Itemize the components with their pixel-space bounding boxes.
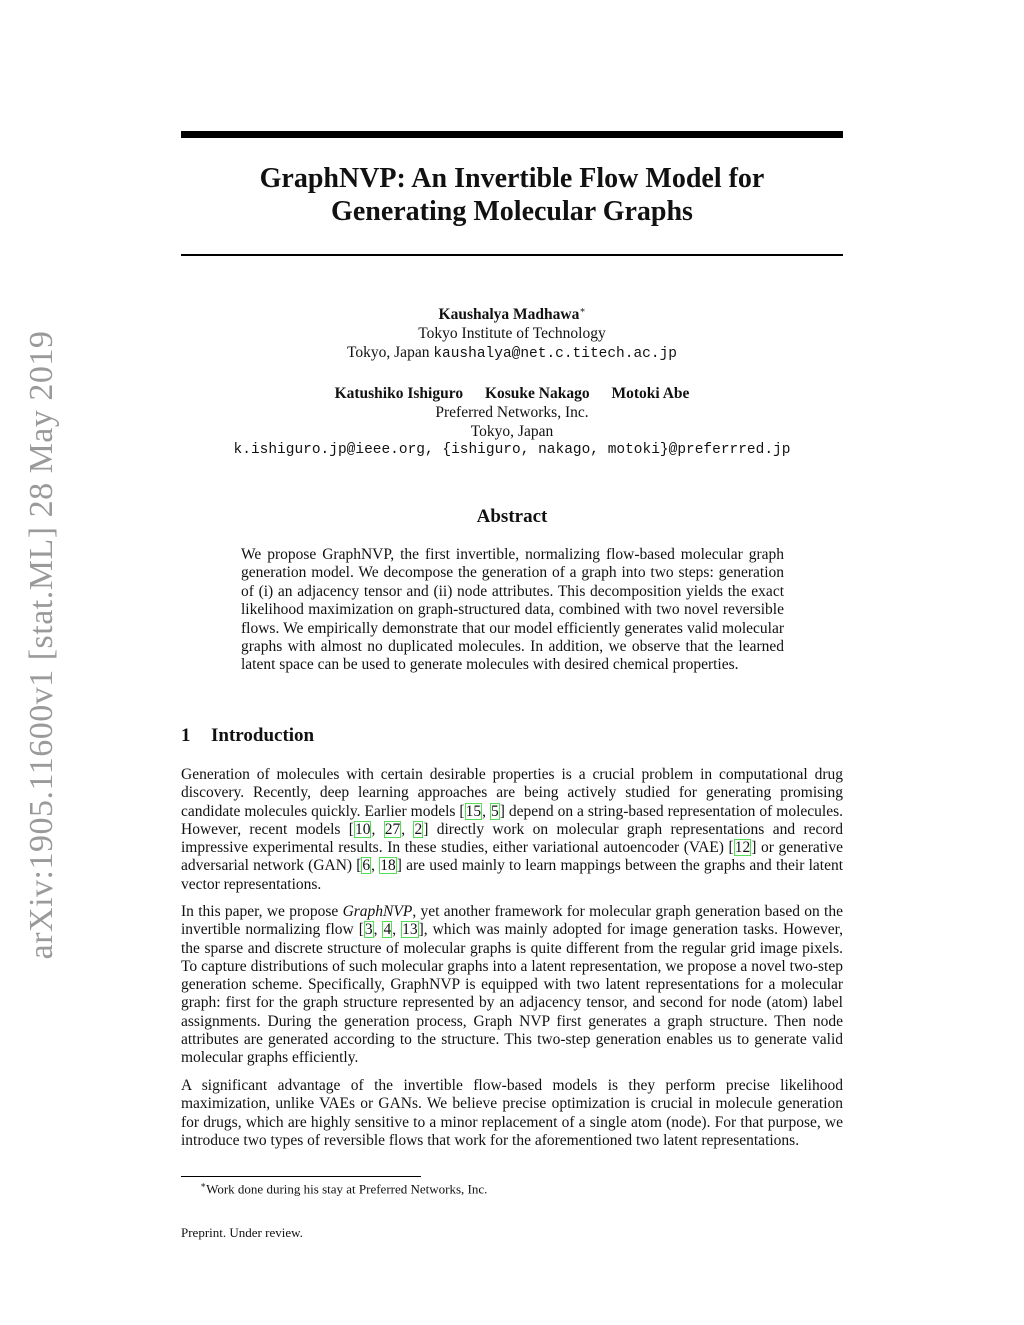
author-names-row <box>181 384 843 403</box>
preprint-notice: Preprint. Under review. <box>181 1225 303 1240</box>
abstract-heading: Abstract <box>476 506 548 527</box>
group-location: Tokyo, Japan <box>470 423 554 440</box>
author-affiliation: Tokyo Institute of Technology <box>418 325 606 343</box>
author-block-group <box>181 384 843 460</box>
footnote-rule <box>181 1176 421 1177</box>
citation-link[interactable]: 13 <box>402 921 418 939</box>
abstract-text: We propose GraphNVP, the first invertible, normalizing flow-based molecular graph generation model. We decompose the generation of a graph into two steps: generation of (i) an adjacency tensor and (ii) node attributes. This decomposition yields the exact likelihood maximization on graph-structured data, combined with two novel reversible flows. We empirically demonstrate that our model efficiently generates valid molecular graphs with almost no duplicated molecules. In addition, we observe that the learned latent space can be used to generate molecules with desired chemical properties. <box>241 546 784 674</box>
citation-link[interactable]: 10 <box>354 820 371 838</box>
citation-link[interactable]: 5 <box>490 802 499 820</box>
citation-link[interactable]: 18 <box>380 857 396 875</box>
author-name-madhawa: Kaushalya Madhawa∗ <box>438 305 586 324</box>
section-heading-introduction <box>181 725 314 747</box>
model-name-emphasis: GraphNVP <box>342 903 413 920</box>
title-bottom-rule <box>181 254 843 256</box>
section-title: Introduction <box>211 725 315 746</box>
citation-link[interactable]: 6 <box>362 857 371 875</box>
citation-link[interactable]: 12 <box>734 839 751 857</box>
author-name-nakago: Kosuke Nakago <box>484 385 590 402</box>
paper-title <box>181 162 843 228</box>
footnote: ∗Work done during his stay at Preferred Networks, Inc. <box>200 1180 488 1197</box>
author-name-ishiguro: Katushiko Ishiguro <box>334 385 464 402</box>
citation-link[interactable]: 27 <box>384 820 401 838</box>
author-email: kaushalya@net.c.titech.ac.jp <box>433 346 677 363</box>
section-number: 1 <box>181 725 191 746</box>
author-block-first <box>181 301 843 364</box>
intro-paragraph-3: A significant advantage of the invertible flow-based models is they perform precise likelihood maximization, unlike VAEs or GANs. We believe precise optimization is crucial in molecule generation for drugs, which are highly sensitive to a minor replacement of a single atom (node). For that purpose, we introduce two types of reversible flows that work for the aforementioned two latent representations. <box>181 1077 843 1149</box>
citation-link[interactable]: 2 <box>414 820 423 838</box>
author-name-abe: Motoki Abe <box>611 385 690 402</box>
group-emails: k.ishiguro.jp@ieee.org, {ishiguro, nakago, motoki}@preferrred.jp <box>233 442 791 458</box>
author-footnote-mark: ∗ <box>579 305 586 315</box>
title-top-rule <box>181 131 843 138</box>
arxiv-side-stamp: arXiv:1905.11600v1 [stat.ML] 28 May 2019 <box>23 330 60 960</box>
intro-paragraph-2: In this paper, we propose GraphNVP, yet another framework for molecular graph generation based on the invertible normalizing flow [3, 4, 13], which was mainly adopted for image generation tasks. However, the sparse and discrete structure of molecular graphs is quite different from the regular grid image pixels. To capture distributions of such molecular graphs into a latent representation, we propose a novel two-step generation scheme. Specifically, GraphNVP is equipped with two latent representations for a molecular graph: first for the graph structure represented by an adjacency tensor, and second for node (atom) label assignments. During the generation process, Graph NVP first generates a graph structure. Then node attributes are generated according to the structure. This two-step generation enables us to generate valid molecular graphs efficiently. <box>181 903 844 1067</box>
citation-link[interactable]: 4 <box>383 921 392 939</box>
title-line-1: GraphNVP: An Invertible Flow Model for <box>259 163 765 194</box>
title-line-2: Generating Molecular Graphs <box>331 196 693 227</box>
citation-link[interactable]: 3 <box>364 921 373 939</box>
intro-paragraph-1: Generation of molecules with certain desirable properties is a crucial problem in computational drug discovery. Recently, deep learning approaches are being actively studied for generating promising candidate molecules quickly. Earlier models [15, 5] depend on a string-based representation of molecules. However, recent models [10, 27, 2] directly work on molecular graph representations and record impressive experimental results. In these studies, either variational autoencoder (VAE) [12] or generative adversarial network (GAN) [6, 18] are used mainly to learn mappings between the graphs and their latent vector representations. <box>181 766 844 893</box>
author-location-email: Tokyo, Japan kaushalya@net.c.titech.ac.jp <box>347 344 677 363</box>
group-affiliation: Preferred Networks, Inc. <box>435 404 589 421</box>
citation-link[interactable]: 15 <box>465 802 482 820</box>
